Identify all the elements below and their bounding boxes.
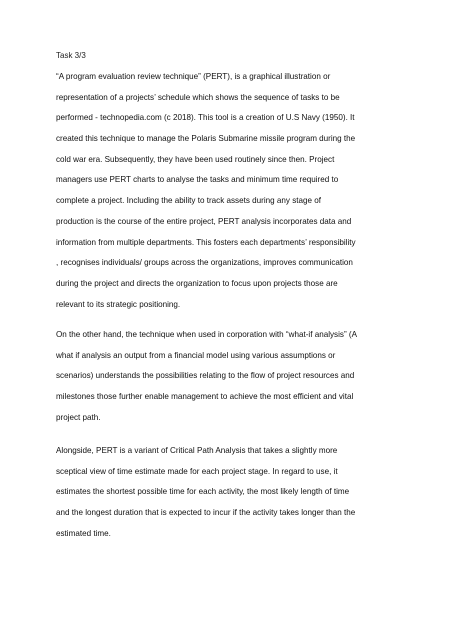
text-line: cold war era. Subsequently, they have been used routinely since then. Project	[56, 154, 335, 164]
text-line: during the project and directs the organization to focus upon projects those are	[56, 278, 338, 288]
text-line: production is the course of the entire project, PERT analysis incorporates data and	[56, 216, 352, 226]
text-line: complete a project. Including the ability to track assets during any stage of	[56, 196, 321, 206]
text-line: sceptical view of time estimate made for each project stage. In regard to use, it	[56, 466, 338, 476]
text-line: created this technique to manage the Polaris Submarine missile program during the	[56, 134, 356, 144]
paragraph-critical-path	[56, 441, 401, 544]
text-line: performed - technopedia.com (c 2018). This tool is a creation of U.S Navy (1950). It	[56, 113, 355, 123]
task-label: Task 3/3	[56, 51, 86, 60]
text-line: managers use PERT charts to analyse the tasks and minimum time required to	[56, 175, 339, 185]
text-line: estimated time.	[56, 528, 111, 538]
paragraph-pert-definition	[56, 67, 401, 315]
text-line: information from multiple departments. This fosters each departments’ responsibility	[56, 237, 356, 247]
text-line: “A program evaluation review technique” (PERT), is a graphical illustration or	[56, 72, 331, 81]
text-line: representation of a projects’ schedule which shows the sequence of tasks to be	[56, 92, 340, 102]
text-line: On the other hand, the technique when used in corporation with “what-if analysis” (A	[56, 330, 357, 339]
text-line: scenarios) understands the possibilities relating to the flow of project resources and	[56, 371, 355, 381]
text-line: milestones those further enable management to achieve the most efficient and vital	[56, 392, 354, 402]
text-line: what if analysis an output from a financial model using various assumptions or	[56, 350, 336, 360]
text-line: estimates the shortest possible time for each activity, the most likely length of time	[56, 487, 350, 497]
text-line: relevant to its strategic positioning.	[56, 299, 181, 309]
text-line: , recognises individuals/ groups across the organizations, improves communication	[56, 258, 353, 268]
text-line: and the longest duration that is expected to incur if the activity takes longer than the	[56, 508, 356, 518]
text-line: Alongside, PERT is a variant of Critical Path Analysis that takes a slightly more	[56, 446, 338, 455]
text-line: project path.	[56, 412, 101, 422]
paragraph-what-if-analysis	[56, 325, 401, 428]
